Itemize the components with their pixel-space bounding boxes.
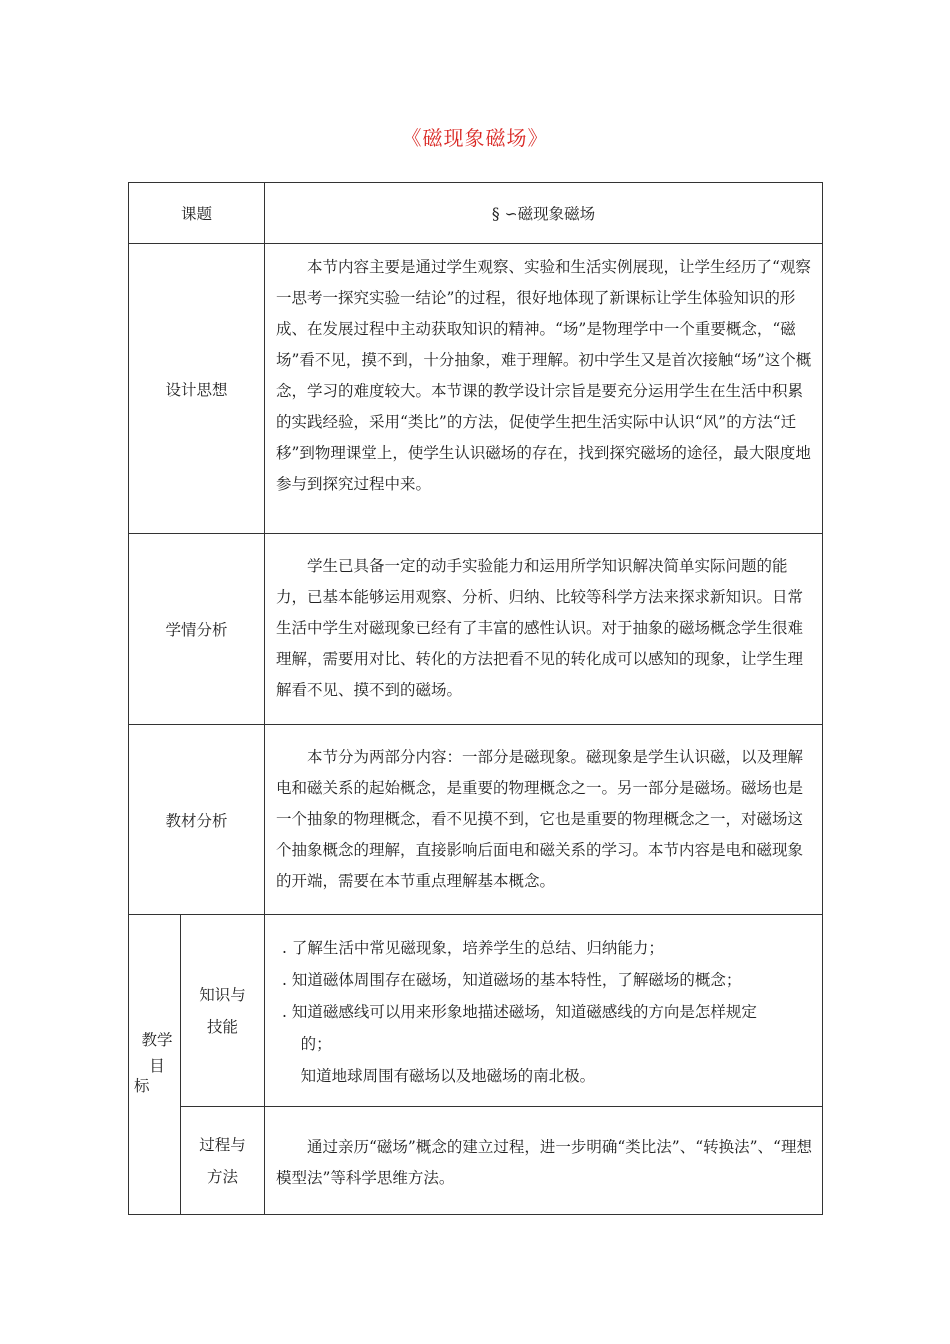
process-label-cell: [181, 1107, 264, 1214]
process-label-line1: 过程与: [199, 1135, 246, 1154]
design-content-cell: [276, 252, 816, 532]
knowledge-item-1: . 了解生活中常见磁现象，培养学生的总结、归纳能力；: [282, 939, 664, 957]
knowledge-content-cell: [282, 932, 818, 1104]
knowledge-item-3-continued: 的；: [300, 1035, 332, 1053]
materials-label-cell: [129, 725, 264, 914]
design-label-cell: [129, 244, 264, 533]
subject-value: § ∽磁现象磁场: [491, 205, 596, 223]
students-text: 学生已具备一定的动手实验能力和运用所学知识解决简单实际问题的能力，已基本能够运用观察、分析、归纳、比较等科学方法来探求新知识。日常生活中学生对磁现象已经有了丰富的感性认识。对于抽象的磁场概念学生很难理解，需要用对比、转化的方法把看不见的转化成可以感知的现象，让学生理解看不见、摸不到的磁场。: [276, 557, 804, 699]
materials-text: 本节分为两部分内容：一部分是磁现象。磁现象是学生认识磁，以及理解电和磁关系的起始概念，是重要的物理概念之一。另一部分是磁场。磁场也是一个抽象的物理概念，看不见摸不到，它也是重要的物理概念之一，对磁场这个抽象概念的理解，直接影响后面电和磁关系的学习。本节内容是电和磁现象的开端，需要在本节重点理解基本概念。: [276, 748, 804, 890]
goals-label-line3: 标: [134, 1077, 150, 1095]
header-value-cell: [265, 183, 822, 243]
subject-label: 课题: [180, 205, 212, 223]
goals-label-line2: 目: [149, 1057, 165, 1075]
materials-label: 教材分析: [165, 811, 228, 830]
document-title: 《磁现象磁场》: [401, 126, 549, 150]
design-text: 本节内容主要是通过学生观察、实验和生活实例展现，让学生经历了“观察一思考一探究实验一结论”的过程，很好地体现了新课标让学生体验知识的形成、在发展过程中主动获取知识的精神。“场”是物理学中一个重要概念，“磁场”看不见，摸不到，十分抽象，难于理解。初中学生又是首次接触“场”这个概念，学习的难度较大。本节课的教学设计宗旨是要充分运用学生在生活中积累的实践经验，采用“类比”的方法，促使学生把生活实际中认识“风”的方法“迁移”到物理课堂上，使学生认识磁场的存在，找到探究磁场的途径，最大限度地参与到探究过程中来。: [276, 258, 812, 493]
knowledge-item-3: . 知道磁感线可以用来形象地描述磁场，知道磁感线的方向是怎样规定: [282, 1003, 757, 1021]
goals-label-line1: 教学: [141, 1031, 173, 1049]
header-label-cell: [129, 183, 264, 243]
goals-label-cell: [134, 1024, 180, 1114]
students-content-cell: [276, 551, 816, 721]
knowledge-item-2: . 知道磁体周围存在磁场，知道磁场的基本特性，了解磁场的概念；: [282, 971, 742, 989]
process-content-cell: [276, 1132, 816, 1212]
design-label: 设计思想: [165, 380, 228, 399]
students-label-cell: [129, 534, 264, 724]
knowledge-item-4: 知道地球周围有磁场以及地磁场的南北极。: [300, 1067, 596, 1085]
knowledge-label-line2: 技能: [206, 1017, 238, 1036]
knowledge-label-line1: 知识与: [199, 985, 246, 1004]
process-label-line2: 方法: [206, 1167, 238, 1186]
materials-content-cell: [276, 742, 816, 912]
knowledge-label-cell: [181, 915, 264, 1106]
students-label: 学情分析: [165, 621, 228, 639]
process-text: 通过亲历“磁场”概念的建立过程，进一步明确“类比法”、“转换法”、“理想模型法”等科学思维方法。: [276, 1138, 812, 1187]
